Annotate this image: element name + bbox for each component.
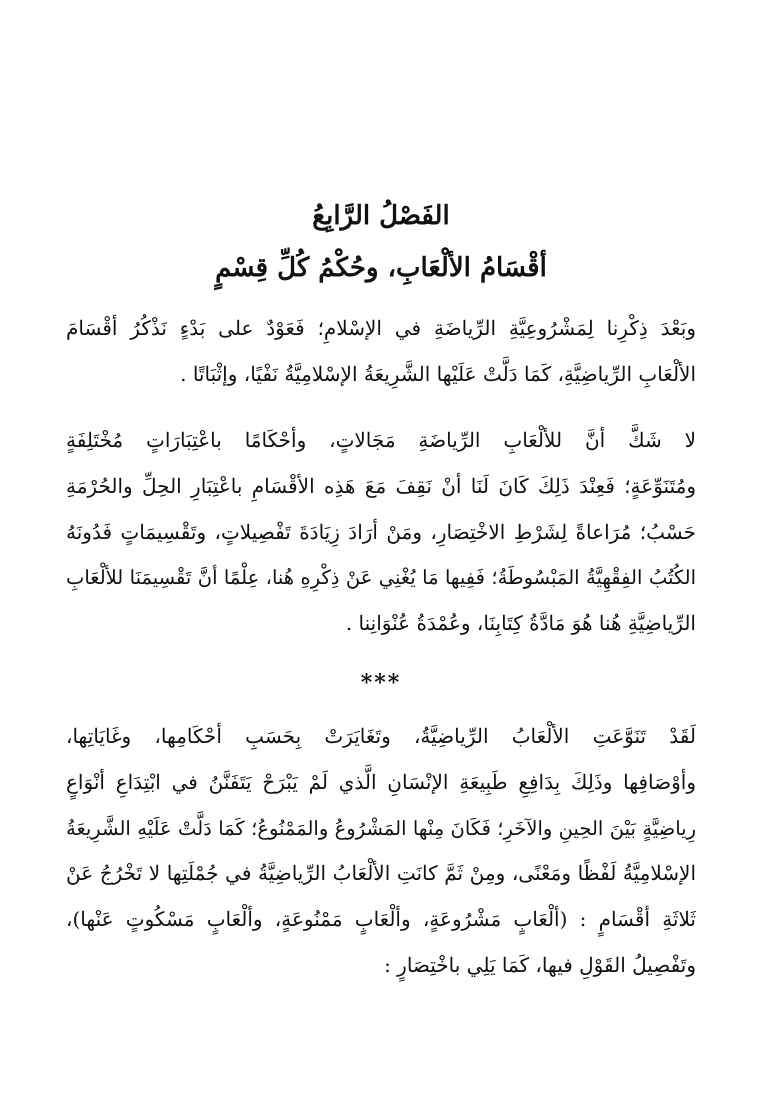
- text-line: لَقَدْ تَنَوَّعَتِ الألْعَابُ الرِّياضِيَّةُ، وتَغَايَرَتْ بِحَسَبِ أحْكَامِها، وغَايَاتِها،: [66, 724, 696, 748]
- text-line: الألْعَابِ الرِّياضِيَّةِ، كَمَا دَلَّتْ عَلَيْها الشَّرِيعَةُ الإسْلامِيَّةُ نَفْيًا، وإثْبَاتًا .: [180, 361, 696, 386]
- text-line: وأوْصَافِها وذَلِكَ بِدَافِعِ طَبِيعَةِ الإنْسَانِ الَّذي لَمْ يَبْرَحْ يَتَفَنَّنُ في ابْتِدَاعِ أنْوَاعٍ: [66, 769, 696, 794]
- text-line: ثَلاثَةِ أقْسَامٍ : (ألْعَابٍ مَشْرُوعَةٍ، وألْعَابٍ مَمْنُوعَةٍ، وألْعَابٍ مَسْكُوتٍ عَنْها)،: [66, 907, 696, 932]
- text-line: وتَفْصِيلُ القَوْلِ فيها، كَمَا يَلِي باخْتِصَارٍ :: [384, 952, 696, 977]
- text-line: وبَعْدَ ذِكْرِنا لِمَشْرُوعِيَّةِ الرِّياضَةِ في الإسْلامِ؛ فَعَوْدٌ على بَدْءٍ نَذْكُرُ أقْسَامَ: [66, 316, 696, 340]
- chapter-title: الفَصْلُ الرَّابِعُ: [312, 201, 450, 231]
- text-line: الكُتُبُ الفِقْهِيَّةُ المَبْسُوطَةُ؛ فَفِيها مَا يُغْنِي عَنْ ذِكْرِهِ هُنا، عِلْمًا أنَّ تَقْسِيمَنَا للألْعَابِ: [66, 566, 696, 590]
- text-line: الرِّياضِيَّةِ هُنا هُوَ مَادَّةُ كِتَابِنَا، وعُمْدَةُ عُنْوَانِنا .: [345, 611, 696, 636]
- text-line: رِياضِيَّةٍ بَيْنَ الحِينِ والآخَرِ؛ فَكَانَ مِنْها المَشْرُوعُ والمَمْنُوعُ؛ كَمَا دَلَّتْ عَلَيْهِ الشَّرِيعَةُ: [66, 816, 696, 840]
- section-title: أقْسَامُ الألْعَابِ، وحُكْمُ كُلِّ قِسْمٍ: [215, 253, 547, 283]
- paragraph-classification: [66, 418, 696, 647]
- text-line: ومُتَنَوِّعَةٍ؛ فَعِنْدَ ذَلِكَ كَانَ لَنَا أنْ نَقِفَ مَعَ هَذِه الأقْسَامِ باعْتِبَارِ الحِلِّ والحُرْمَةِ: [66, 473, 696, 498]
- section-separator: ***: [360, 670, 402, 696]
- text-line: حَسْبُ؛ مُرَاعاةً لِشَرْطِ الاخْتِصَارِ، ومَنْ أرَادَ زِيَادَةَ تَفْصِيلاتٍ، وتَقْسِيمَاتٍ فَدُونَهُ: [66, 519, 696, 544]
- text-line: الإسْلامِيَّةُ لَفْظًا ومَعْنًى، ومِنْ ثَمَّ كانَتِ الألْعَابُ الرِّياضِيَّةُ في جُمْلَتِها لا تَخْرُجُ عَنْ: [66, 861, 696, 886]
- text-line: لا شَكَّ أنَّ للألْعَابِ الرِّياضَةِ مَجَالاتٍ، وأحْكَامًا باعْتِبَارَاتٍ مُخْتَلِفَةٍ: [66, 428, 696, 452]
- paragraph-categories: [66, 714, 696, 989]
- paragraph-intro: [66, 306, 696, 398]
